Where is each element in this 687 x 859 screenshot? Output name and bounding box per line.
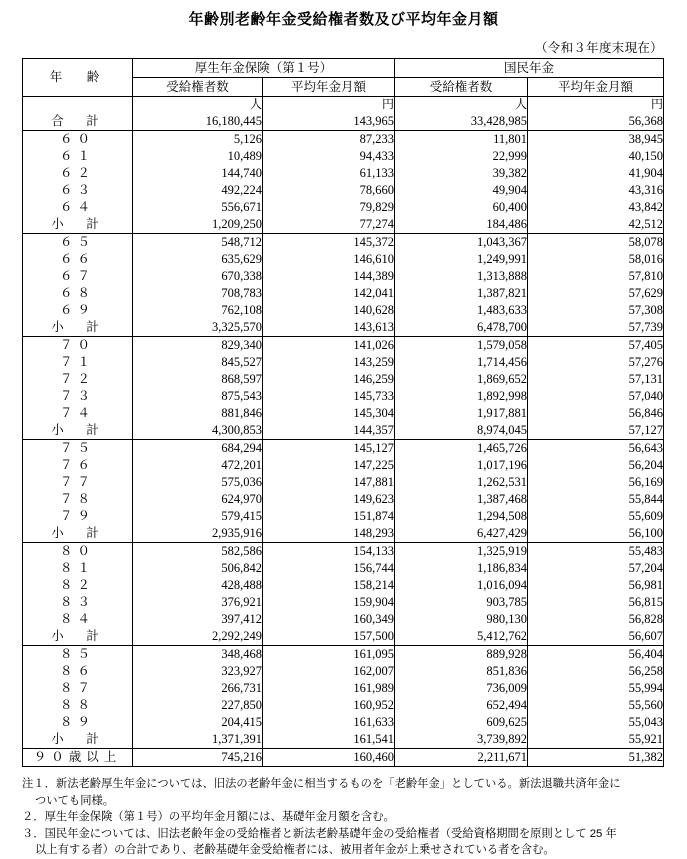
row-label: ８０	[59, 544, 95, 558]
table-row	[23, 199, 664, 216]
row-label: ８３	[59, 595, 95, 609]
header-group-row	[23, 59, 664, 78]
cell-kosei-avg-monthly: 142,041	[263, 285, 395, 302]
row-label: ７５	[59, 441, 95, 455]
cell-kosei-recipients: 472,201	[133, 457, 263, 474]
page-title: 年齢別老齢年金受給権者数及び平均年金月額	[188, 11, 499, 28]
table-row	[23, 714, 664, 731]
cell-kosei-avg-monthly: 148,293	[263, 525, 395, 543]
cell-kosei-recipients: 397,412	[133, 611, 263, 628]
cell-kosei-recipients: 227,850	[133, 697, 263, 714]
cell-kosei-recipients: 868,597	[133, 371, 263, 388]
table-row	[23, 285, 664, 302]
cell-kosei-recipients: 16,180,445	[133, 112, 263, 131]
cell-kokumin-recipients: 609,625	[395, 714, 528, 731]
row-label-subtotal: 小 計	[23, 628, 133, 646]
cell-kosei-recipients: 3,325,570	[133, 319, 263, 337]
cell-kokumin-avg-monthly: 56,258	[528, 663, 664, 680]
cell-kokumin-recipients: 1,579,058	[395, 337, 528, 355]
cell-kosei-recipients: 376,921	[133, 594, 263, 611]
header-kokumin-recipients: 受給権者数	[395, 78, 528, 97]
cell-kokumin-avg-monthly: 57,276	[528, 354, 664, 371]
table-row	[23, 457, 664, 474]
pension-statistics-table	[22, 58, 664, 767]
cell-kokumin-avg-monthly: 57,405	[528, 337, 664, 355]
cell-kosei-avg-monthly: 161,541	[263, 731, 395, 749]
row-label-subtotal: 小 計	[23, 525, 133, 543]
cell-kokumin-avg-monthly: 58,078	[528, 234, 664, 252]
header-kosei-recipients: 受給権者数	[133, 78, 263, 97]
table-row	[23, 560, 664, 577]
cell-kokumin-recipients: 5,412,762	[395, 628, 528, 646]
cell-kokumin-recipients: 1,294,508	[395, 508, 528, 525]
table-row	[23, 577, 664, 594]
cell-kokumin-recipients: 3,739,892	[395, 731, 528, 749]
row-label: ９０歳以上	[23, 749, 133, 767]
table-row	[23, 165, 664, 182]
cell-kosei-avg-monthly: 149,623	[263, 491, 395, 508]
cell-kosei-avg-monthly: 144,389	[263, 268, 395, 285]
row-label: ６７	[59, 269, 95, 283]
cell-kosei-recipients: 5,126	[133, 131, 263, 149]
cell-kokumin-recipients: 736,009	[395, 680, 528, 697]
cell-kosei-recipients: 266,731	[133, 680, 263, 697]
cell-kosei-avg-monthly: 145,733	[263, 388, 395, 405]
cell-kokumin-recipients: 49,904	[395, 182, 528, 199]
cell-kokumin-recipients: 1,483,633	[395, 302, 528, 319]
cell-kosei-recipients: 348,468	[133, 646, 263, 664]
table-row	[23, 525, 664, 543]
row-label-subtotal: 小 計	[23, 319, 133, 337]
cell-kosei-recipients: 624,970	[133, 491, 263, 508]
cell-kosei-avg-monthly: 143,613	[263, 319, 395, 337]
row-label: ７２	[59, 372, 95, 386]
cell-kosei-recipients: 635,629	[133, 251, 263, 268]
table-row	[23, 405, 664, 422]
cell-kosei-avg-monthly: 146,259	[263, 371, 395, 388]
row-label: ８７	[59, 681, 95, 695]
cell-kokumin-avg-monthly: 56,643	[528, 440, 664, 458]
date-annotation: （令和３年度末現在）	[534, 41, 663, 55]
cell-kokumin-avg-monthly: 56,815	[528, 594, 664, 611]
cell-kosei-avg-monthly: 160,952	[263, 697, 395, 714]
cell-kokumin-recipients: 1,043,367	[395, 234, 528, 252]
cell-kokumin-recipients: 6,478,700	[395, 319, 528, 337]
table-notes	[0, 767, 687, 859]
unit-kokumin-avg-monthly: 円	[528, 97, 664, 113]
cell-kosei-avg-monthly: 157,500	[263, 628, 395, 646]
cell-kokumin-recipients: 1,387,468	[395, 491, 528, 508]
cell-kosei-recipients: 556,671	[133, 199, 263, 216]
cell-kokumin-avg-monthly: 43,842	[528, 199, 664, 216]
cell-kokumin-avg-monthly: 56,828	[528, 611, 664, 628]
note-3: ３．国民年金については、旧法老齢年金の受給権者と新法老齢基礎年金の受給権者（受給資格期間を原則として 25 年	[22, 827, 617, 840]
table-row	[23, 508, 664, 525]
row-label: ７９	[59, 509, 95, 523]
cell-kosei-avg-monthly: 146,610	[263, 251, 395, 268]
table-row	[23, 491, 664, 508]
cell-kokumin-avg-monthly: 43,316	[528, 182, 664, 199]
cell-kokumin-avg-monthly: 57,204	[528, 560, 664, 577]
cell-kokumin-recipients: 8,974,045	[395, 422, 528, 440]
table-header	[23, 59, 664, 97]
cell-kosei-recipients: 745,216	[133, 749, 263, 767]
cell-kosei-avg-monthly: 140,628	[263, 302, 395, 319]
cell-kosei-recipients: 428,488	[133, 577, 263, 594]
table-body	[23, 97, 664, 767]
cell-kokumin-recipients: 980,130	[395, 611, 528, 628]
table-row	[23, 611, 664, 628]
table-row	[23, 234, 664, 252]
cell-kosei-recipients: 762,108	[133, 302, 263, 319]
cell-kokumin-avg-monthly: 56,100	[528, 525, 664, 543]
cell-kosei-recipients: 506,842	[133, 560, 263, 577]
cell-kokumin-avg-monthly: 55,844	[528, 491, 664, 508]
cell-kokumin-avg-monthly: 38,945	[528, 131, 664, 149]
cell-kosei-avg-monthly: 145,372	[263, 234, 395, 252]
note-2: ２．厚生年金保険（第１号）の平均年金月額には、基礎年金月額を含む。	[22, 811, 395, 823]
cell-kosei-recipients: 144,740	[133, 165, 263, 182]
cell-kosei-recipients: 1,209,250	[133, 216, 263, 234]
table-row-total	[23, 112, 664, 131]
cell-kosei-recipients: 875,543	[133, 388, 263, 405]
header-kokumin-avg-monthly: 平均年金月額	[528, 78, 664, 97]
header-age: 年 齢	[23, 59, 133, 97]
cell-kosei-avg-monthly: 158,214	[263, 577, 395, 594]
cell-kokumin-recipients: 1,387,821	[395, 285, 528, 302]
row-label-subtotal: 小 計	[23, 731, 133, 749]
table-row	[23, 749, 664, 767]
row-label: ８６	[59, 664, 95, 678]
cell-kosei-recipients: 575,036	[133, 474, 263, 491]
row-label-subtotal: 小 計	[23, 216, 133, 234]
row-label: ７１	[59, 355, 95, 369]
cell-kosei-avg-monthly: 162,007	[263, 663, 395, 680]
row-label: ８１	[59, 561, 95, 575]
unit-kosei-avg-monthly: 円	[263, 97, 395, 113]
cell-kokumin-recipients: 1,465,726	[395, 440, 528, 458]
cell-kokumin-recipients: 11,801	[395, 131, 528, 149]
row-label: ８４	[59, 612, 95, 626]
row-label: 合 計	[23, 112, 133, 131]
row-label-subtotal: 小 計	[23, 422, 133, 440]
table-row	[23, 268, 664, 285]
row-label: ６０	[59, 132, 95, 146]
table-row	[23, 646, 664, 664]
row-label: ８５	[59, 647, 95, 661]
cell-kosei-recipients: 845,527	[133, 354, 263, 371]
table-row	[23, 594, 664, 611]
row-label: ６９	[59, 303, 95, 317]
cell-kokumin-avg-monthly: 56,169	[528, 474, 664, 491]
cell-kosei-avg-monthly: 61,133	[263, 165, 395, 182]
cell-kosei-recipients: 579,415	[133, 508, 263, 525]
cell-kokumin-avg-monthly: 56,607	[528, 628, 664, 646]
table-row	[23, 474, 664, 491]
cell-kosei-recipients: 829,340	[133, 337, 263, 355]
cell-kokumin-recipients: 1,325,919	[395, 543, 528, 561]
table-row	[23, 543, 664, 561]
cell-kosei-recipients: 582,586	[133, 543, 263, 561]
cell-kosei-avg-monthly: 87,233	[263, 131, 395, 149]
cell-kosei-recipients: 492,224	[133, 182, 263, 199]
cell-kosei-avg-monthly: 79,829	[263, 199, 395, 216]
cell-kosei-avg-monthly: 94,433	[263, 148, 395, 165]
cell-kokumin-avg-monthly: 55,921	[528, 731, 664, 749]
row-label: ８９	[59, 715, 95, 729]
table-row	[23, 422, 664, 440]
cell-kosei-avg-monthly: 143,965	[263, 112, 395, 131]
unit-kokumin-recipients: 人	[395, 97, 528, 113]
cell-kosei-recipients: 1,371,391	[133, 731, 263, 749]
table-row	[23, 302, 664, 319]
row-label: ６８	[59, 286, 95, 300]
cell-kokumin-avg-monthly: 57,040	[528, 388, 664, 405]
cell-kokumin-recipients: 1,313,888	[395, 268, 528, 285]
cell-kokumin-avg-monthly: 40,150	[528, 148, 664, 165]
header-group-kosei: 厚生年金保険（第１号）	[133, 59, 395, 78]
cell-kokumin-recipients: 22,999	[395, 148, 528, 165]
cell-kosei-avg-monthly: 143,259	[263, 354, 395, 371]
cell-kosei-avg-monthly: 161,633	[263, 714, 395, 731]
row-label: ６５	[59, 235, 95, 249]
cell-kosei-avg-monthly: 144,357	[263, 422, 395, 440]
header-kosei-avg-monthly: 平均年金月額	[263, 78, 395, 97]
cell-kosei-recipients: 2,292,249	[133, 628, 263, 646]
cell-kokumin-avg-monthly: 56,846	[528, 405, 664, 422]
cell-kokumin-avg-monthly: 55,043	[528, 714, 664, 731]
row-label: ６２	[59, 166, 95, 180]
table-row	[23, 319, 664, 337]
table-container	[0, 56, 687, 767]
cell-kokumin-avg-monthly: 58,016	[528, 251, 664, 268]
table-row	[23, 337, 664, 355]
cell-kosei-recipients: 323,927	[133, 663, 263, 680]
table-row	[23, 354, 664, 371]
cell-kosei-recipients: 4,300,853	[133, 422, 263, 440]
cell-kokumin-recipients: 1,892,998	[395, 388, 528, 405]
table-row	[23, 628, 664, 646]
unit-row-spacer	[23, 97, 133, 113]
cell-kokumin-avg-monthly: 56,368	[528, 112, 664, 131]
row-label: ６６	[59, 252, 95, 266]
cell-kosei-avg-monthly: 147,881	[263, 474, 395, 491]
cell-kokumin-recipients: 1,917,881	[395, 405, 528, 422]
cell-kosei-avg-monthly: 160,460	[263, 749, 395, 767]
cell-kosei-avg-monthly: 77,274	[263, 216, 395, 234]
cell-kosei-avg-monthly: 145,127	[263, 440, 395, 458]
note-1: 注１．新法老齢厚生年金については、旧法の老齢年金に相当するものを「老齢年金」としている。新法退職共済年金に	[22, 778, 621, 790]
cell-kokumin-avg-monthly: 57,810	[528, 268, 664, 285]
cell-kokumin-recipients: 1,249,991	[395, 251, 528, 268]
cell-kokumin-recipients: 1,262,531	[395, 474, 528, 491]
row-label: ６４	[59, 200, 95, 214]
table-row	[23, 697, 664, 714]
cell-kosei-avg-monthly: 159,904	[263, 594, 395, 611]
cell-kokumin-recipients: 1,017,196	[395, 457, 528, 474]
row-label: ７８	[59, 492, 95, 506]
table-row	[23, 131, 664, 149]
cell-kokumin-recipients: 1,869,652	[395, 371, 528, 388]
cell-kokumin-recipients: 1,714,456	[395, 354, 528, 371]
cell-kokumin-recipients: 851,836	[395, 663, 528, 680]
cell-kosei-avg-monthly: 160,349	[263, 611, 395, 628]
table-row	[23, 371, 664, 388]
cell-kokumin-recipients: 2,211,671	[395, 749, 528, 767]
cell-kokumin-avg-monthly: 56,404	[528, 646, 664, 664]
cell-kokumin-recipients: 6,427,429	[395, 525, 528, 543]
table-row	[23, 251, 664, 268]
cell-kosei-avg-monthly: 161,095	[263, 646, 395, 664]
cell-kokumin-avg-monthly: 51,382	[528, 749, 664, 767]
table-row	[23, 731, 664, 749]
row-label: ７７	[59, 475, 95, 489]
row-label: ６１	[59, 149, 95, 163]
header-group-kokumin: 国民年金	[395, 59, 664, 78]
cell-kosei-recipients: 10,489	[133, 148, 263, 165]
cell-kokumin-avg-monthly: 56,981	[528, 577, 664, 594]
cell-kokumin-avg-monthly: 57,131	[528, 371, 664, 388]
cell-kokumin-avg-monthly: 42,512	[528, 216, 664, 234]
table-row	[23, 440, 664, 458]
cell-kokumin-recipients: 33,428,985	[395, 112, 528, 131]
cell-kokumin-recipients: 1,186,834	[395, 560, 528, 577]
cell-kosei-avg-monthly: 78,660	[263, 182, 395, 199]
cell-kosei-avg-monthly: 147,225	[263, 457, 395, 474]
table-row	[23, 148, 664, 165]
cell-kosei-avg-monthly: 154,133	[263, 543, 395, 561]
cell-kosei-recipients: 548,712	[133, 234, 263, 252]
unit-row	[23, 97, 664, 113]
table-row	[23, 182, 664, 199]
row-label: ８２	[59, 578, 95, 592]
cell-kokumin-avg-monthly: 41,904	[528, 165, 664, 182]
cell-kosei-avg-monthly: 161,989	[263, 680, 395, 697]
cell-kosei-avg-monthly: 145,304	[263, 405, 395, 422]
cell-kokumin-recipients: 60,400	[395, 199, 528, 216]
cell-kosei-recipients: 881,846	[133, 405, 263, 422]
row-label: ７４	[59, 406, 95, 420]
cell-kokumin-avg-monthly: 55,609	[528, 508, 664, 525]
row-label: ８８	[59, 698, 95, 712]
cell-kokumin-avg-monthly: 55,994	[528, 680, 664, 697]
cell-kokumin-avg-monthly: 57,127	[528, 422, 664, 440]
cell-kokumin-avg-monthly: 55,483	[528, 543, 664, 561]
cell-kokumin-recipients: 889,928	[395, 646, 528, 664]
cell-kokumin-avg-monthly: 55,560	[528, 697, 664, 714]
unit-kosei-recipients: 人	[133, 97, 263, 113]
table-row	[23, 388, 664, 405]
cell-kosei-recipients: 708,783	[133, 285, 263, 302]
cell-kosei-avg-monthly: 156,744	[263, 560, 395, 577]
cell-kokumin-avg-monthly: 57,308	[528, 302, 664, 319]
cell-kokumin-avg-monthly: 56,204	[528, 457, 664, 474]
cell-kokumin-recipients: 1,016,094	[395, 577, 528, 594]
row-label: ７３	[59, 389, 95, 403]
table-row	[23, 663, 664, 680]
note-3-cont: 以上有する者）の合計であり、老齢基礎年金受給権者には、被用者年金が上乗せされている者を含む。	[35, 844, 555, 856]
cell-kokumin-recipients: 184,486	[395, 216, 528, 234]
cell-kokumin-recipients: 903,785	[395, 594, 528, 611]
row-label: ６３	[59, 183, 95, 197]
table-row	[23, 216, 664, 234]
cell-kokumin-avg-monthly: 57,629	[528, 285, 664, 302]
cell-kosei-recipients: 2,935,916	[133, 525, 263, 543]
cell-kosei-avg-monthly: 151,874	[263, 508, 395, 525]
cell-kosei-recipients: 670,338	[133, 268, 263, 285]
note-1-cont: ついても同様。	[35, 794, 115, 807]
cell-kokumin-avg-monthly: 57,739	[528, 319, 664, 337]
cell-kosei-recipients: 684,294	[133, 440, 263, 458]
table-row	[23, 680, 664, 697]
cell-kokumin-recipients: 39,382	[395, 165, 528, 182]
row-label: ７０	[59, 338, 95, 352]
row-label: ７６	[59, 458, 95, 472]
cell-kokumin-recipients: 652,494	[395, 697, 528, 714]
cell-kosei-recipients: 204,415	[133, 714, 263, 731]
cell-kosei-avg-monthly: 141,026	[263, 337, 395, 355]
